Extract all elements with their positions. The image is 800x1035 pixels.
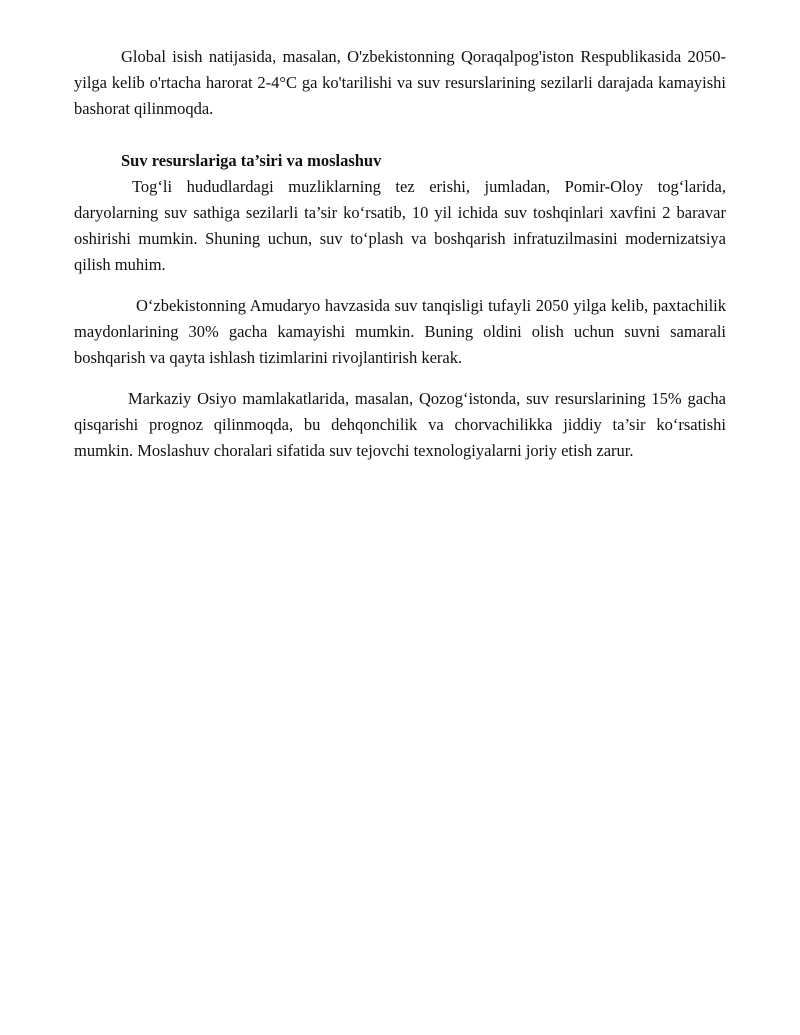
body-paragraph-amudaryo: O‘zbekistonning Amudaryo havzasida suv tanqisligi tufayli 2050 yilga kelib, paxtachilik maydonlarining 30% gacha kamayishi mumkin. Buning oldini olish uchun suvni samarali boshqarish va qayta ishlash tizimlarini rivojlantirish kerak. — [74, 296, 726, 367]
intro-paragraph: Global isish natijasida, masalan, O'zbekistonning Qoraqalpog'iston Respublikasida 2050-yilga kelib o'rtacha harorat 2-4°C ga ko'tarilishi va suv resurslarining sezilarli darajada kamayishi bashorat qilinmoqda. — [74, 47, 726, 118]
body-paragraph-central-asia: Markaziy Osiyo mamlakatlarida, masalan, Qozog‘istonda, suv resurslarining 15% gacha qisqarishi prognoz qilinmoqda, bu dehqonchilik va chorvachilikka jiddiy ta’sir ko‘rsatishi mumkin. Moslashuv choralari sifatida suv tejovchi texnologiyalarni joriy etish zarur. — [74, 389, 726, 460]
document-page — [74, 44, 726, 464]
section-heading: Suv resurslariga ta’siri va moslashuv — [121, 151, 382, 170]
body-paragraph-glaciers: Tog‘li hududlardagi muzliklarning tez erishi, jumladan, Pomir-Oloy tog‘larida, daryolarning suv sathiga sezilarli ta’sir ko‘rsatib, 10 yil ichida suv toshqinlari xavfini 2 baravar oshirishi mumkin. Shuning uchun, suv to‘plash va boshqarish infratuzilmasini modernizatsiya qilish muhim. — [74, 177, 726, 274]
